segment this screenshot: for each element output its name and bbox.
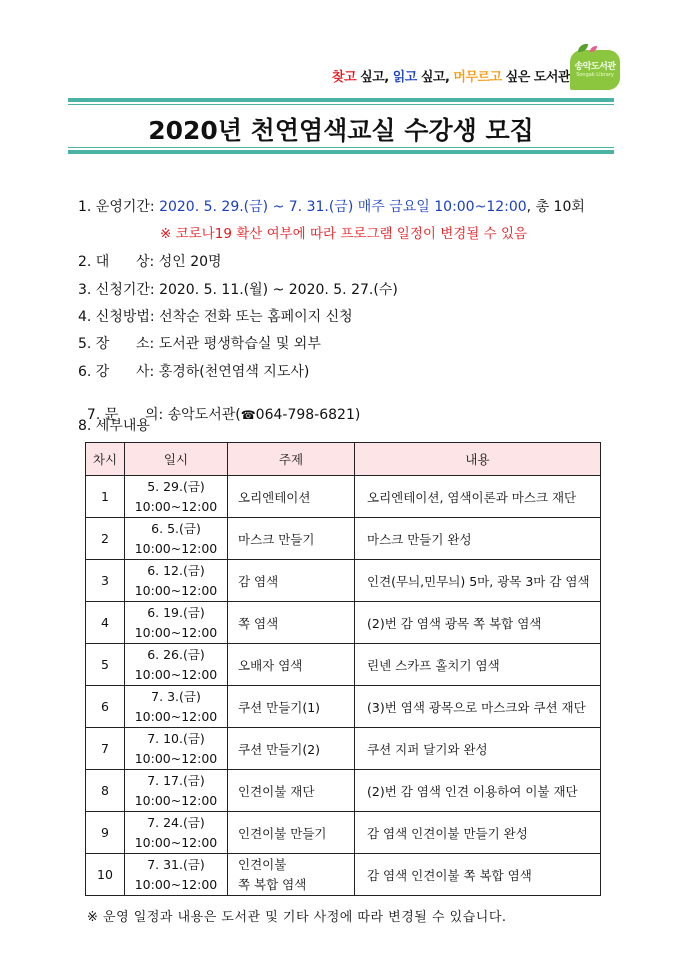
session-time: 10:00~12:00 (134, 666, 218, 682)
session-datetime (125, 686, 228, 728)
title-box (68, 98, 614, 154)
session-date: 7. 24.(금) (147, 814, 205, 830)
session-number: 2 (86, 518, 125, 560)
session-datetime (125, 560, 228, 602)
session-datetime (125, 518, 228, 560)
table-row (86, 560, 601, 602)
session-topic (228, 812, 355, 854)
page-title: 2020년 천연염색교실 수강생 모집 (148, 116, 534, 145)
info-item-location: 5. 장 소: 도서관 평생학습실 및 외부 (78, 336, 321, 352)
session-time: 10:00~12:00 (134, 624, 218, 640)
info-item-apply-period: 3. 신청기간: 2020. 5. 11.(월) ~ 2020. 5. 27.(수) (78, 282, 398, 298)
session-datetime (125, 854, 228, 896)
info-value: 2020. 5. 29.(금) ~ 7. 31.(금) 매주 금요일 10:00~12:00 (159, 199, 527, 215)
session-topic (228, 476, 355, 518)
session-time: 10:00~12:00 (134, 582, 218, 598)
session-topic (228, 518, 355, 560)
session-number: 3 (86, 560, 125, 602)
topic-text: 오배자 염색 (238, 657, 303, 673)
session-time: 10:00~12:00 (134, 834, 218, 850)
slogan (305, 66, 570, 85)
session-content: 린넨 스카프 홀치기 염색 (355, 644, 601, 686)
session-number: 6 (86, 686, 125, 728)
session-topic (228, 602, 355, 644)
session-date: 6. 26.(금) (147, 646, 205, 662)
session-date: 7. 17.(금) (147, 772, 205, 788)
logo-subtext: Songak Library (576, 72, 614, 78)
info-item-apply-method: 4. 신청방법: 선착순 전화 또는 홈페이지 신청 (78, 309, 353, 325)
session-number: 9 (86, 812, 125, 854)
slogan-part: 싶고, (416, 70, 454, 85)
info-label: 1. 운영기간: (78, 199, 160, 215)
info-item-period (78, 196, 638, 216)
session-date: 7. 10.(금) (147, 730, 205, 746)
session-content: 오리엔테이션, 염색이론과 마스크 재단 (355, 476, 601, 518)
topic-text: 인견이불 만들기 (238, 825, 327, 841)
session-content: (2)번 감 염색 인견 이용하여 이불 재단 (355, 770, 601, 812)
session-topic (228, 728, 355, 770)
info-item-instructor: 6. 강 사: 홍경하(천연염색 지도사) (78, 364, 310, 380)
session-time: 10:00~12:00 (134, 540, 218, 556)
session-datetime (125, 602, 228, 644)
schedule-table (85, 442, 601, 896)
session-number: 10 (86, 854, 125, 896)
table-row (86, 770, 601, 812)
info-suffix: , 총 10회 (526, 199, 585, 215)
topic-text: 쿠션 만들기(1) (238, 699, 321, 715)
session-content: (2)번 감 염색 광목 쪽 복합 염색 (355, 602, 601, 644)
session-content: 감 염색 인견이불 만들기 완성 (355, 812, 601, 854)
footer-note: ※ 운영 일정과 내용은 도서관 및 기타 사정에 따라 변경될 수 있습니다. (87, 910, 507, 925)
topic-text-2: 쪽 복합 염색 (238, 876, 307, 892)
contact-phone: 064-798-6821) (255, 407, 361, 423)
topic-text: 감 염색 (238, 573, 279, 589)
session-date: 6. 19.(금) (147, 604, 205, 620)
table-row (86, 812, 601, 854)
leaf-icon (590, 46, 597, 52)
table-row (86, 728, 601, 770)
table-row (86, 518, 601, 560)
phone-icon: ☎ (240, 408, 256, 422)
info-item-target: 2. 대 상: 성인 20명 (78, 254, 222, 270)
session-content: 인견(무늬,민무늬) 5마, 광목 3마 감 염색 (355, 560, 601, 602)
topic-text: 쪽 염색 (238, 615, 279, 631)
header-datetime: 일시 (125, 443, 228, 476)
session-number: 8 (86, 770, 125, 812)
table-header-row (86, 443, 601, 476)
topic-text: 쿠션 만들기(2) (238, 741, 321, 757)
topic-text: 오리엔테이션 (238, 489, 311, 505)
table-row (86, 854, 601, 896)
session-time: 10:00~12:00 (134, 792, 218, 808)
logo-text: 송악도서관 (574, 62, 616, 72)
session-content: (3)번 염색 광목으로 마스크와 쿠션 재단 (355, 686, 601, 728)
session-date: 6. 12.(금) (147, 562, 205, 578)
session-datetime (125, 644, 228, 686)
session-content: 마스크 만들기 완성 (355, 518, 601, 560)
session-topic (228, 770, 355, 812)
session-topic (228, 686, 355, 728)
topic-text: 인견이불 재단 (238, 783, 315, 799)
session-content: 쿠션 지퍼 달기와 완성 (355, 728, 601, 770)
session-topic (228, 854, 355, 896)
session-date: 7. 31.(금) (147, 856, 205, 872)
leaf-icon (578, 44, 588, 52)
contact-label: 7. 문 의: 송악도서관( (86, 407, 241, 423)
table-row (86, 686, 601, 728)
header-session: 차시 (86, 443, 125, 476)
table-row (86, 644, 601, 686)
topic-text: 마스크 만들기 (238, 531, 315, 547)
session-time: 10:00~12:00 (134, 708, 218, 724)
topic-text: 인견이불 (238, 856, 287, 872)
session-number: 7 (86, 728, 125, 770)
session-datetime (125, 728, 228, 770)
library-logo (570, 50, 620, 90)
session-number: 1 (86, 476, 125, 518)
session-number: 5 (86, 644, 125, 686)
header-content: 내용 (355, 443, 601, 476)
slogan-part: 머무르고 (453, 70, 502, 85)
slogan-part: 읽고 (392, 70, 417, 85)
session-datetime (125, 476, 228, 518)
session-date: 7. 3.(금) (151, 688, 201, 704)
table-row (86, 602, 601, 644)
slogan-part: 싶고, (356, 70, 393, 85)
session-date: 5. 29.(금) (147, 478, 205, 494)
header-topic: 주제 (228, 443, 355, 476)
session-time: 10:00~12:00 (134, 876, 218, 892)
covid-notice: ※ 코로나19 확산 여부에 따라 프로그램 일정이 변경될 수 있음 (160, 226, 528, 242)
session-date: 6. 5.(금) (151, 520, 201, 536)
table-row (86, 476, 601, 518)
session-time: 10:00~12:00 (134, 498, 218, 514)
session-content: 감 염색 인견이불 쪽 복합 염색 (355, 854, 601, 896)
session-time: 10:00~12:00 (134, 750, 218, 766)
session-topic (228, 644, 355, 686)
slogan-part: 싶은 도서관 (501, 70, 570, 85)
session-topic (228, 560, 355, 602)
session-datetime (125, 770, 228, 812)
session-datetime (125, 812, 228, 854)
info-item-details: 8. 세부내용 (78, 418, 150, 434)
session-number: 4 (86, 602, 125, 644)
slogan-part: 찾고 (331, 70, 357, 85)
